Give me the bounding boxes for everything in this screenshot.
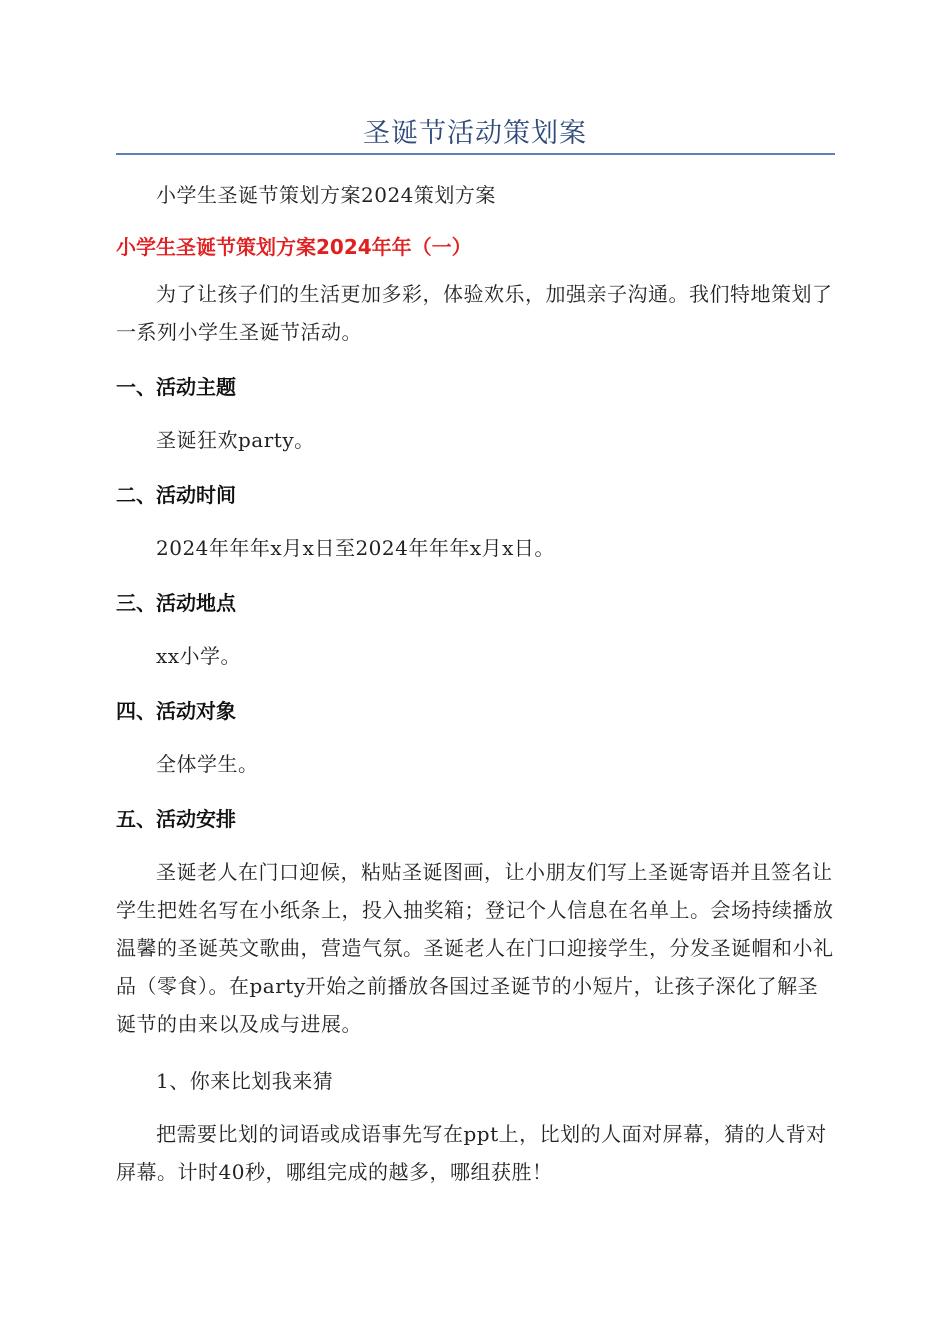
body-location: xx小学。 <box>156 644 242 668</box>
heading-location: 三、活动地点 <box>116 591 236 615</box>
body-time: 2024年年年x月x日至2024年年年x月x日。 <box>156 536 555 560</box>
intro-paragraph: 为了让孩子们的生活更加多彩，体验欢乐，加强亲子沟通。我们特地策划了一系列小学生圣诞节活动。 <box>116 282 833 344</box>
heading-schedule: 五、活动安排 <box>116 807 236 831</box>
heading-time: 二、活动时间 <box>116 483 236 507</box>
body-schedule: 圣诞老人在门口迎候，粘贴圣诞图画，让小朋友们写上圣诞寄语并且签名让学生把姓名写在小纸条上，投入抽奖箱；登记个人信息在名单上。会场持续播放温馨的圣诞英文歌曲，营造气氛。圣诞老人在门口迎接学生，分发圣诞帽和小礼品（零食）。在party开始之前播放各国过圣诞节的小短片，让孩子深化了解圣诞节的由来以及成与进展。 <box>116 860 834 1036</box>
heading-theme: 一、活动主题 <box>116 375 236 399</box>
section-heading: 小学生圣诞节策划方案2024年年（一） <box>116 235 472 259</box>
document-title: 圣诞节活动策划案 <box>363 118 587 149</box>
activity-1-body: 把需要比划的词语或成语事先写在ppt上，比划的人面对屏幕，猜的人背对屏幕。计时40秒，哪组完成的越多，哪组获胜！ <box>116 1122 827 1184</box>
subtitle: 小学生圣诞节策划方案2024策划方案 <box>156 183 496 207</box>
heading-audience: 四、活动对象 <box>116 699 236 723</box>
title-underline <box>116 153 835 155</box>
activity-1-title: 1、你来比划我来猜 <box>156 1069 334 1093</box>
body-audience: 全体学生。 <box>156 752 259 776</box>
body-theme: 圣诞狂欢party。 <box>156 428 315 452</box>
